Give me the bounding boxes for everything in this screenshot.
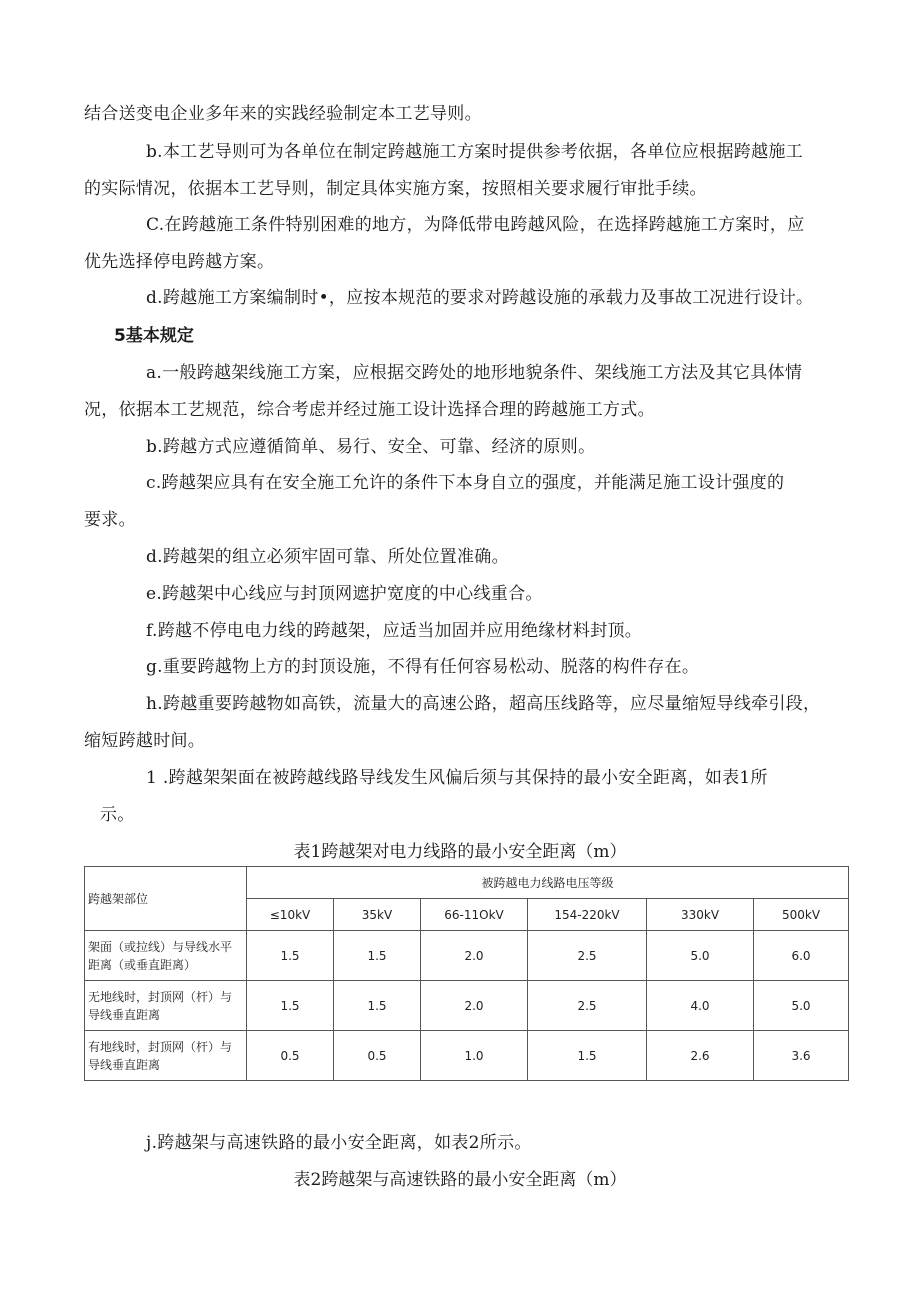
table-cell: 4.0 bbox=[647, 981, 754, 1031]
row-label-line: 有地线时，封顶网（杆）与 bbox=[88, 1039, 233, 1054]
row-header-cell: 跨越架部位 bbox=[85, 867, 247, 931]
table-cell: 1.5 bbox=[334, 981, 421, 1031]
rule-b: b.跨越方式应遵循简单、易行、安全、可靠、经济的原则。 bbox=[146, 437, 596, 457]
row-label bbox=[85, 1031, 247, 1081]
paragraph-c-line2: 优先选择停电跨越方案。 bbox=[84, 252, 275, 272]
table-cell: 1.5 bbox=[247, 981, 334, 1031]
table-cell: 1.5 bbox=[247, 931, 334, 981]
row-label-line: 距离（或垂直距离） bbox=[88, 957, 197, 972]
paragraph-d: d.跨越施工方案编制时•，应按本规范的要求对跨越设施的承载力及事故工况进行设计。 bbox=[146, 288, 814, 308]
rule-d: d.跨越架的组立必须牢固可靠、所处位置准确。 bbox=[146, 547, 509, 567]
table-cell: 5.0 bbox=[647, 931, 754, 981]
rule-j: j.跨越架与高速铁路的最小安全距离，如表2所示。 bbox=[146, 1133, 532, 1153]
table-cell: 1.0 bbox=[421, 1031, 528, 1081]
column-header: 35kV bbox=[334, 899, 421, 931]
rule-g: g.重要跨越物上方的封顶设施，不得有任何容易松动、脱落的构件存在。 bbox=[146, 657, 700, 677]
table-cell: 0.5 bbox=[247, 1031, 334, 1081]
section-heading-5: 5基本规定 bbox=[114, 326, 194, 346]
table-cell: 6.0 bbox=[754, 931, 849, 981]
column-header: ≤10kV bbox=[247, 899, 334, 931]
group-header-cell: 被跨越电力线路电压等级 bbox=[247, 867, 849, 899]
table1-caption: 表1跨越架对电力线路的最小安全距离（m） bbox=[293, 842, 627, 862]
row-label-line: 导线垂直距离 bbox=[88, 1007, 161, 1022]
table-cell: 1.5 bbox=[528, 1031, 647, 1081]
rule-h-line2: 缩短跨越时间。 bbox=[84, 731, 206, 751]
row-label-line: 无地线时，封顶网（杆）与 bbox=[88, 989, 233, 1004]
rule-c-line1: c.跨越架应具有在安全施工允许的条件下本身自立的强度，并能满足施工设计强度的 bbox=[146, 473, 785, 493]
row-label bbox=[85, 981, 247, 1031]
rule-i-line2: 示。 bbox=[100, 805, 135, 825]
rule-i-line1: 1 .跨越架架面在被跨越线路导线发生风偏后须与其保持的最小安全距离，如表1所 bbox=[146, 768, 768, 788]
paragraph-c-line1: C.在跨越施工条件特别困难的地方，为降低带电跨越风险，在选择跨越施工方案时，应 bbox=[146, 215, 805, 235]
column-header: 66-11OkV bbox=[421, 899, 528, 931]
table-row bbox=[85, 931, 849, 981]
column-header: 330kV bbox=[647, 899, 754, 931]
paragraph-b-line1: b.本工艺导则可为各单位在制定跨越施工方案时提供参考依据，各单位应根据跨越施工 bbox=[146, 142, 803, 162]
rule-a-line1: a.一般跨越架线施工方案，应根据交跨处的地形地貌条件、架线施工方法及其它具体情 bbox=[146, 363, 803, 383]
rule-c-line2: 要求。 bbox=[84, 510, 136, 530]
table-cell: 2.0 bbox=[421, 931, 528, 981]
row-label-line: 导线垂直距离 bbox=[88, 1057, 161, 1072]
column-header: 154-220kV bbox=[528, 899, 647, 931]
column-header: 500kV bbox=[754, 899, 849, 931]
paragraph-intro-line: 结合送变电企业多年来的实践经验制定本工艺导则。 bbox=[84, 104, 482, 124]
table1 bbox=[84, 866, 849, 1081]
rule-e: e.跨越架中心线应与封顶网遮护宽度的中心线重合。 bbox=[146, 584, 543, 604]
table-cell: 3.6 bbox=[754, 1031, 849, 1081]
table-cell: 2.5 bbox=[528, 931, 647, 981]
table-cell: 0.5 bbox=[334, 1031, 421, 1081]
rule-a-line2: 况，依据本工艺规范，综合考虑并经过施工设计选择合理的跨越施工方式。 bbox=[84, 400, 655, 420]
table-cell: 5.0 bbox=[754, 981, 849, 1031]
table-cell: 2.0 bbox=[421, 981, 528, 1031]
table2-caption: 表2跨越架与高速铁路的最小安全距离（m） bbox=[293, 1170, 627, 1190]
table-cell: 2.5 bbox=[528, 981, 647, 1031]
paragraph-b-line2: 的实际情况，依据本工艺导则，制定具体实施方案，按照相关要求履行审批手续。 bbox=[84, 179, 707, 199]
rule-f: f.跨越不停电电力线的跨越架，应适当加固并应用绝缘材料封顶。 bbox=[146, 621, 643, 641]
table-cell: 1.5 bbox=[334, 931, 421, 981]
table-row bbox=[85, 981, 849, 1031]
row-label-line: 架面（或拉线）与导线水平 bbox=[88, 939, 233, 954]
rule-h-line1: h.跨越重要跨越物如高铁，流量大的高速公路，超高压线路等，应尽量缩短导线牵引段， bbox=[146, 694, 821, 714]
row-label bbox=[85, 931, 247, 981]
table-cell: 2.6 bbox=[647, 1031, 754, 1081]
table-row bbox=[85, 1031, 849, 1081]
